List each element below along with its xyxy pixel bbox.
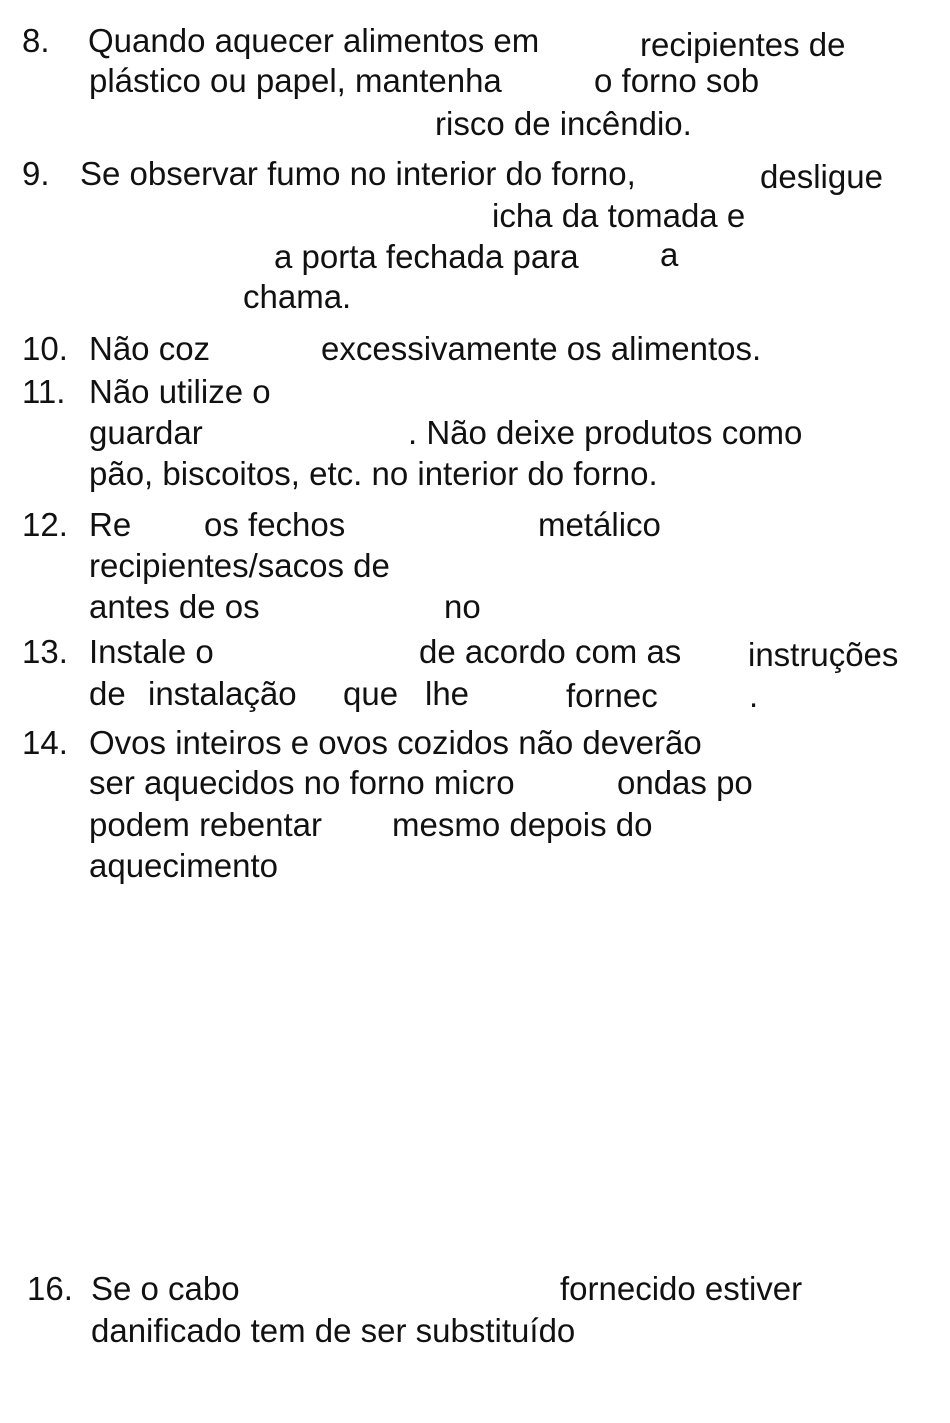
item-text: Não utilize o <box>89 373 271 410</box>
item-text: chama. <box>243 278 352 315</box>
item-text: no <box>444 588 481 625</box>
item-text: desligue <box>760 158 883 195</box>
item-number: 8. <box>22 22 50 59</box>
item-text: os fechos <box>204 506 346 543</box>
item-text: podem rebentar <box>89 806 322 843</box>
item-text: plástico ou papel, mantenha <box>89 62 502 99</box>
item-text: Re <box>89 506 132 543</box>
item-text: aquecimento <box>89 847 278 884</box>
item-text: instalação <box>148 675 297 712</box>
item-number: 13. <box>22 633 68 670</box>
item-text: danificado tem de ser substituído <box>91 1312 576 1349</box>
item-text: Se observar fumo no interior do forno, <box>80 155 636 192</box>
item-text: pão, biscoitos, etc. no interior do forno. <box>89 455 658 492</box>
item-text: ondas po <box>617 764 753 801</box>
item-text: que <box>343 675 399 712</box>
item-text: ser aquecidos no forno micro <box>89 764 515 801</box>
item-number: 16. <box>27 1270 73 1307</box>
item-text: antes de os <box>89 588 260 625</box>
item-text: fornecido estiver <box>560 1270 803 1307</box>
item-text: recipientes/sacos de <box>89 547 390 584</box>
item-text: risco de incêndio. <box>435 105 692 142</box>
item-text: . Não deixe produtos como <box>408 414 803 451</box>
item-text: Quando aquecer alimentos em <box>88 22 540 59</box>
item-text: excessivamente os alimentos. <box>321 330 762 367</box>
item-text: o forno sob <box>594 62 760 99</box>
item-number: 11. <box>22 373 66 410</box>
item-text: metálico <box>538 506 661 543</box>
item-text: mesmo depois do <box>392 806 653 843</box>
item-text: guardar <box>89 414 203 451</box>
item-text: Ovos inteiros e ovos cozidos não deverão <box>89 724 702 761</box>
item-text: lhe <box>425 675 470 712</box>
item-text: . <box>749 677 759 714</box>
item-text: a porta fechada para <box>274 238 579 275</box>
item-number: 9. <box>22 155 50 192</box>
item-text: a <box>660 236 679 273</box>
item-text: recipientes de <box>640 26 846 63</box>
item-text: de <box>89 675 126 712</box>
item-number: 14. <box>22 724 68 761</box>
item-text: Instale o <box>89 633 214 670</box>
item-text: Não coz <box>89 330 211 367</box>
item-text: instruções <box>748 636 899 673</box>
item-text: icha da tomada e <box>492 197 746 234</box>
item-number: 10. <box>22 330 68 367</box>
item-text: fornec <box>566 677 658 714</box>
item-text: Se o cabo <box>91 1270 240 1307</box>
item-text: de acordo com as <box>419 633 682 670</box>
item-number: 12. <box>22 506 68 543</box>
